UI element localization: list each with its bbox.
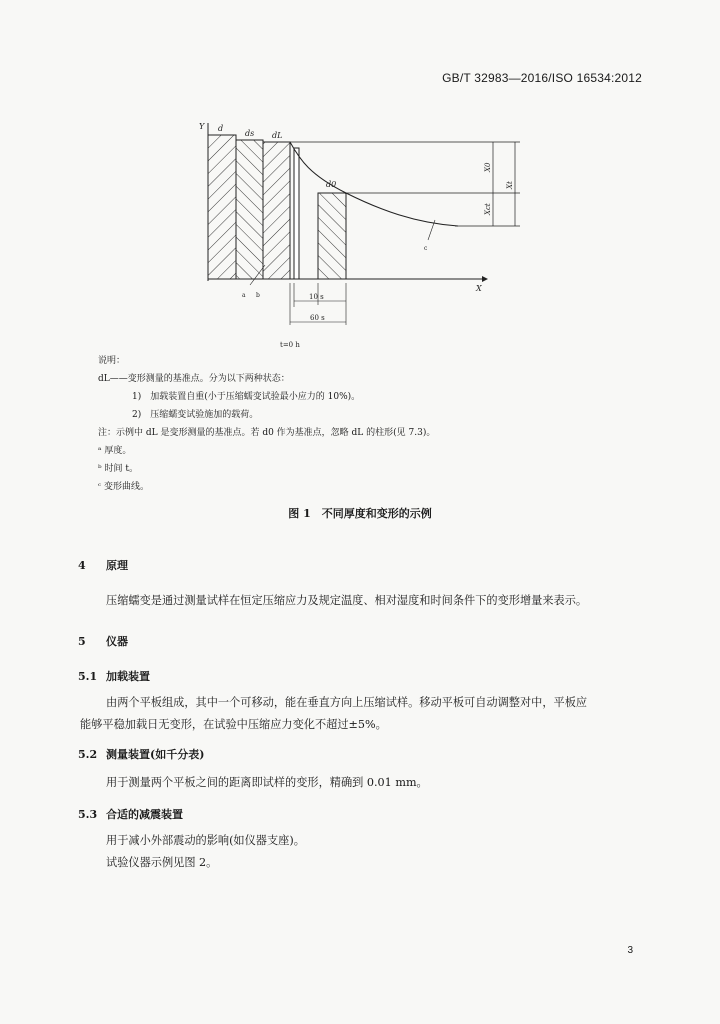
svg-text:c: c (424, 245, 428, 252)
svg-text:a: a (242, 292, 246, 299)
section-4-text: 压缩蠕变是通过测量试样在恒定压缩应力及规定温度、相对湿度和时间条件下的变形增量来表示。 (106, 594, 588, 607)
column-d (208, 135, 236, 279)
svg-text:d0: d0 (326, 180, 337, 189)
section-5-2-text: 用于测量两个平板之间的距离即试样的变形，精确到 0.01 mm。 (106, 776, 428, 789)
column-strip (294, 148, 299, 279)
figure-notes: 说明： dL——变形测量的基准点。分为以下两种状态： 1) 加载装置自重(小于压缩蠕变试验最小应力的 10%)。 2) 压缩蠕变试验施加的载荷。 注：示例中 dL 是变形测量的基准点。若 d0 作为基准点，忽略 dL 的柱形(见 7.3)。 ᵃ 厚度。 ᵇ 时间 t。 ᶜ 变形曲线。 (98, 356, 436, 492)
column-dL (263, 142, 290, 279)
section-4-heading: 4 原理 (78, 559, 128, 572)
svg-text:10 s: 10 s (309, 293, 324, 301)
page-number: 3 (627, 945, 633, 956)
section-5-3-heading: 5.3 合适的减震装置 (78, 808, 183, 821)
column-ds (236, 140, 263, 279)
section-5-3-text-2: 试验仪器示例见图 2。 (106, 856, 218, 869)
svg-text:ds: ds (245, 129, 255, 138)
svg-text:60 s: 60 s (310, 314, 325, 322)
x-axis-label: X (476, 284, 482, 293)
deformation-figure (190, 115, 530, 355)
section-5-1-text-1: 由两个平板组成，其中一个可移动，能在垂直方向上压缩试样。移动平板可自动调整对中，平板应 (106, 696, 588, 709)
svg-text:d: d (218, 124, 224, 133)
svg-text:Xct: Xct (484, 203, 492, 215)
deformation-curve (290, 142, 458, 226)
figure-caption: 图 1 不同厚度和变形的示例 (288, 507, 432, 520)
section-5-1-text-2: 能够平稳加载日无变形，在试验中压缩应力变化不超过±5%。 (80, 718, 387, 731)
section-5-2-heading: 5.2 测量装置(如千分表) (78, 748, 205, 761)
section-5-1-heading: 5.1 加载装置 (78, 670, 150, 683)
section-5-3-text-1: 用于减小外部震动的影响(如仪器支座)。 (106, 834, 305, 847)
svg-text:Xt: Xt (506, 181, 514, 189)
standard-header: GB/T 32983—2016/ISO 16534:2012 (442, 71, 642, 85)
svg-text:dL: dL (272, 131, 283, 140)
svg-text:t=0 h: t=0 h (280, 341, 300, 349)
y-axis-label: Y (199, 122, 205, 131)
svg-text:X0: X0 (484, 162, 492, 172)
svg-text:b: b (256, 292, 260, 299)
column-d0 (318, 193, 346, 279)
section-5-heading: 5 仪器 (78, 635, 128, 648)
